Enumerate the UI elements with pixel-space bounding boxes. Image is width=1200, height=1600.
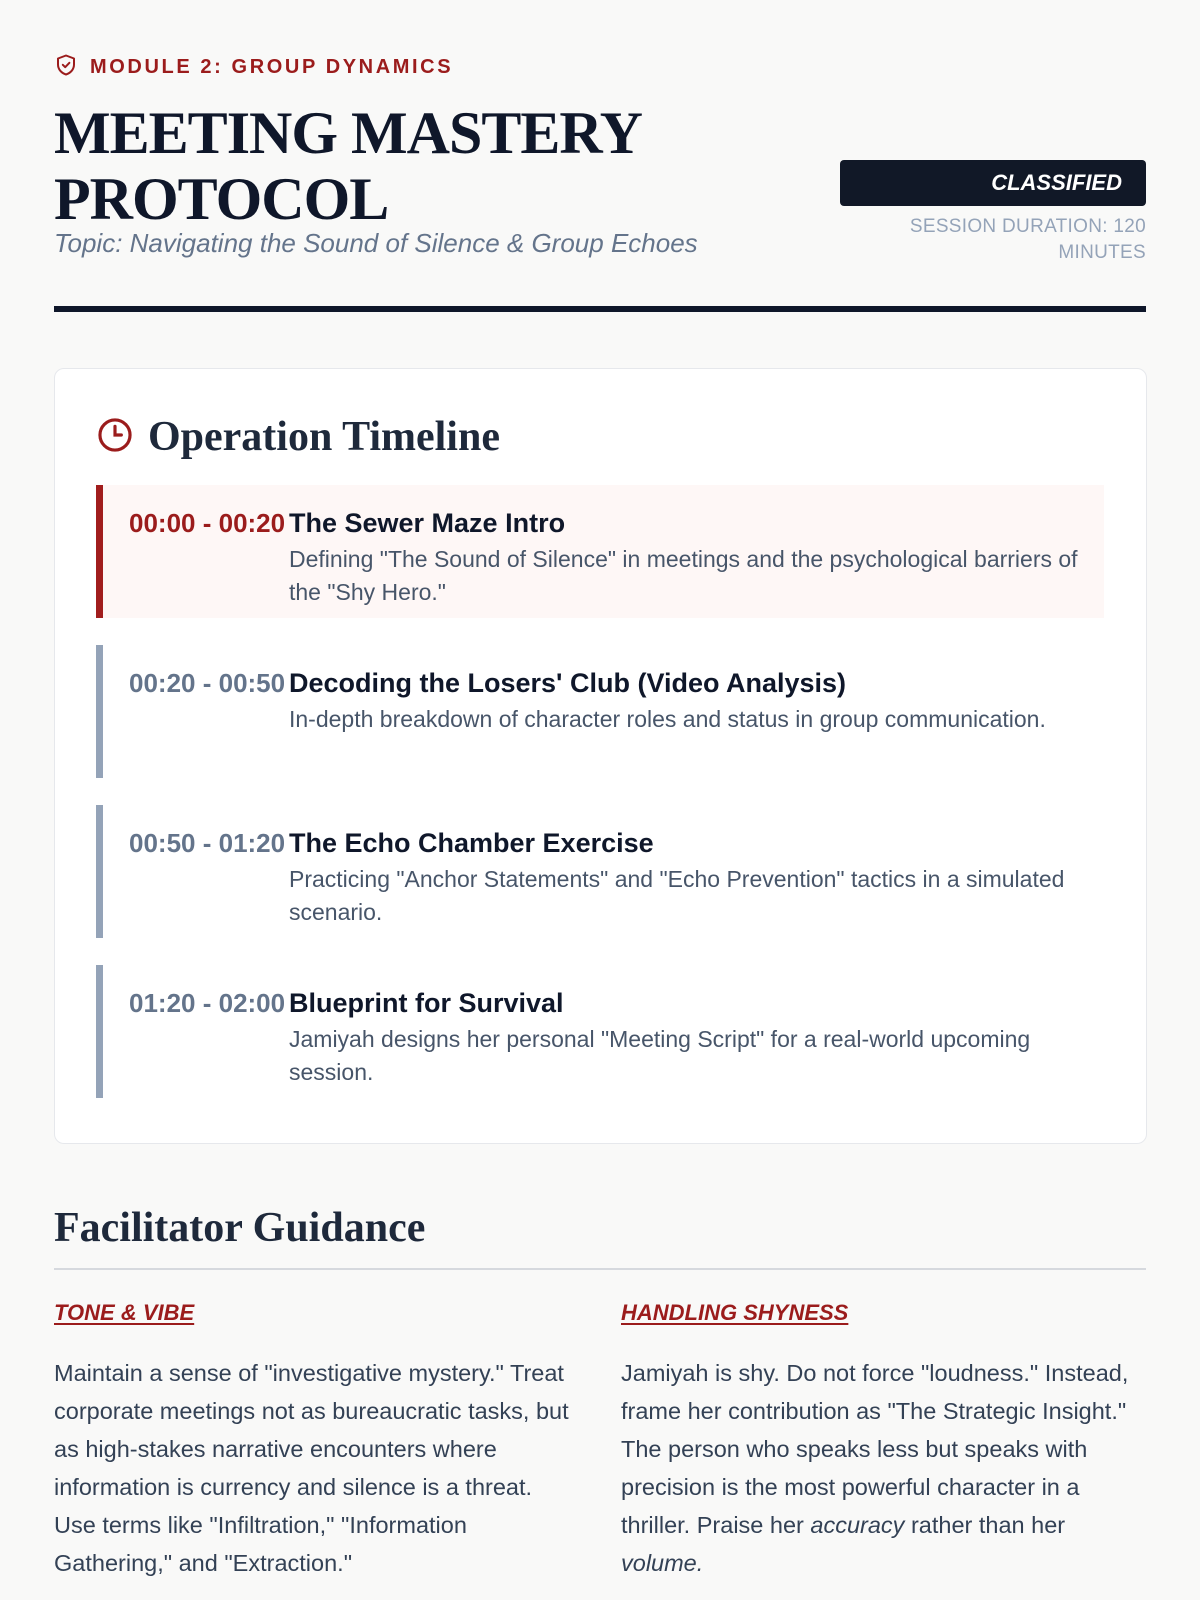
facilitator-guidance: [54, 1202, 1146, 1582]
timeline-item-time: 01:20 - 02:00: [129, 988, 286, 1018]
timeline-item-title: Decoding the Losers' Club (Video Analysis): [289, 668, 847, 698]
timeline-item: [96, 805, 1104, 938]
shyness-text-between: rather than her: [904, 1512, 1066, 1538]
timeline-item: [96, 965, 1104, 1098]
timeline-item-title: The Echo Chamber Exercise: [289, 828, 654, 858]
module-label: MODULE 2: GROUP DYNAMICS: [90, 55, 454, 78]
timeline-item-title: The Sewer Maze Intro: [289, 508, 566, 538]
page-header: [54, 52, 1146, 312]
header-divider: [54, 306, 1146, 312]
clock-icon: [96, 416, 134, 459]
tone-column: [54, 1298, 575, 1582]
timeline-item-title: Blueprint for Survival: [289, 988, 564, 1018]
timeline-heading: [96, 411, 1104, 463]
guidance-divider: [54, 1268, 1146, 1270]
timeline-item-description: Jamiyah designs her personal "Meeting Script" for a real-world upcoming session.: [289, 1026, 1031, 1085]
timeline-item-time: 00:50 - 01:20: [129, 828, 286, 858]
timeline-title: Operation Timeline: [148, 414, 500, 460]
guidance-title: Facilitator Guidance: [54, 1205, 426, 1251]
session-duration: SESSION DURATION: 120 MINUTES: [909, 216, 1146, 263]
timeline-item-description: Practicing "Anchor Statements" and "Echo Prevention" tactics in a simulated scenario.: [289, 866, 1065, 925]
timeline-item-description: Defining "The Sound of Silence" in meetings and the psychological barriers of the "Shy Hero.": [289, 546, 1078, 605]
page-title: MEETING MASTERY PROTOCOL: [54, 100, 640, 232]
shyness-column: [621, 1298, 1142, 1582]
tone-text: Maintain a sense of "investigative mystery." Treat corporate meetings not as bureaucratic tasks, but as high-stakes narrative encounters where information is currency and silence is a threat. Use terms like "Infiltration," "Information Gathering," and "Extraction.": [54, 1360, 569, 1576]
module-line: [54, 52, 1146, 82]
header-meta: [840, 160, 1146, 266]
shyness-emphasis-volume: volume.: [621, 1550, 704, 1576]
shyness-text-main: Jamiyah is shy. Do not force "loudness." Instead, frame her contribution as "The Strategic Insight." The person who speaks less but speaks with precision is the most powerful character in a thriller. Praise her: [621, 1360, 1129, 1538]
classified-badge: CLASSIFIED: [840, 160, 1146, 206]
page-topic: Topic: Navigating the Sound of Silence & Group Echoes: [54, 228, 698, 258]
shyness-emphasis-accuracy: accuracy: [810, 1512, 905, 1538]
timeline-item-description: In-depth breakdown of character roles and status in group communication.: [289, 706, 1046, 732]
timeline-item-time: 00:00 - 00:20: [129, 508, 286, 538]
timeline-item-time: 00:20 - 00:50: [129, 668, 286, 698]
timeline-item: [96, 645, 1104, 778]
tone-heading: TONE & VIBE: [54, 1300, 195, 1325]
timeline-card: [54, 368, 1147, 1144]
timeline-item: [96, 485, 1104, 618]
shyness-heading: HANDLING SHYNESS: [621, 1300, 849, 1325]
shyness-text: [621, 1354, 1142, 1582]
timeline-list: [96, 485, 1104, 1098]
shield-icon: [54, 53, 78, 82]
